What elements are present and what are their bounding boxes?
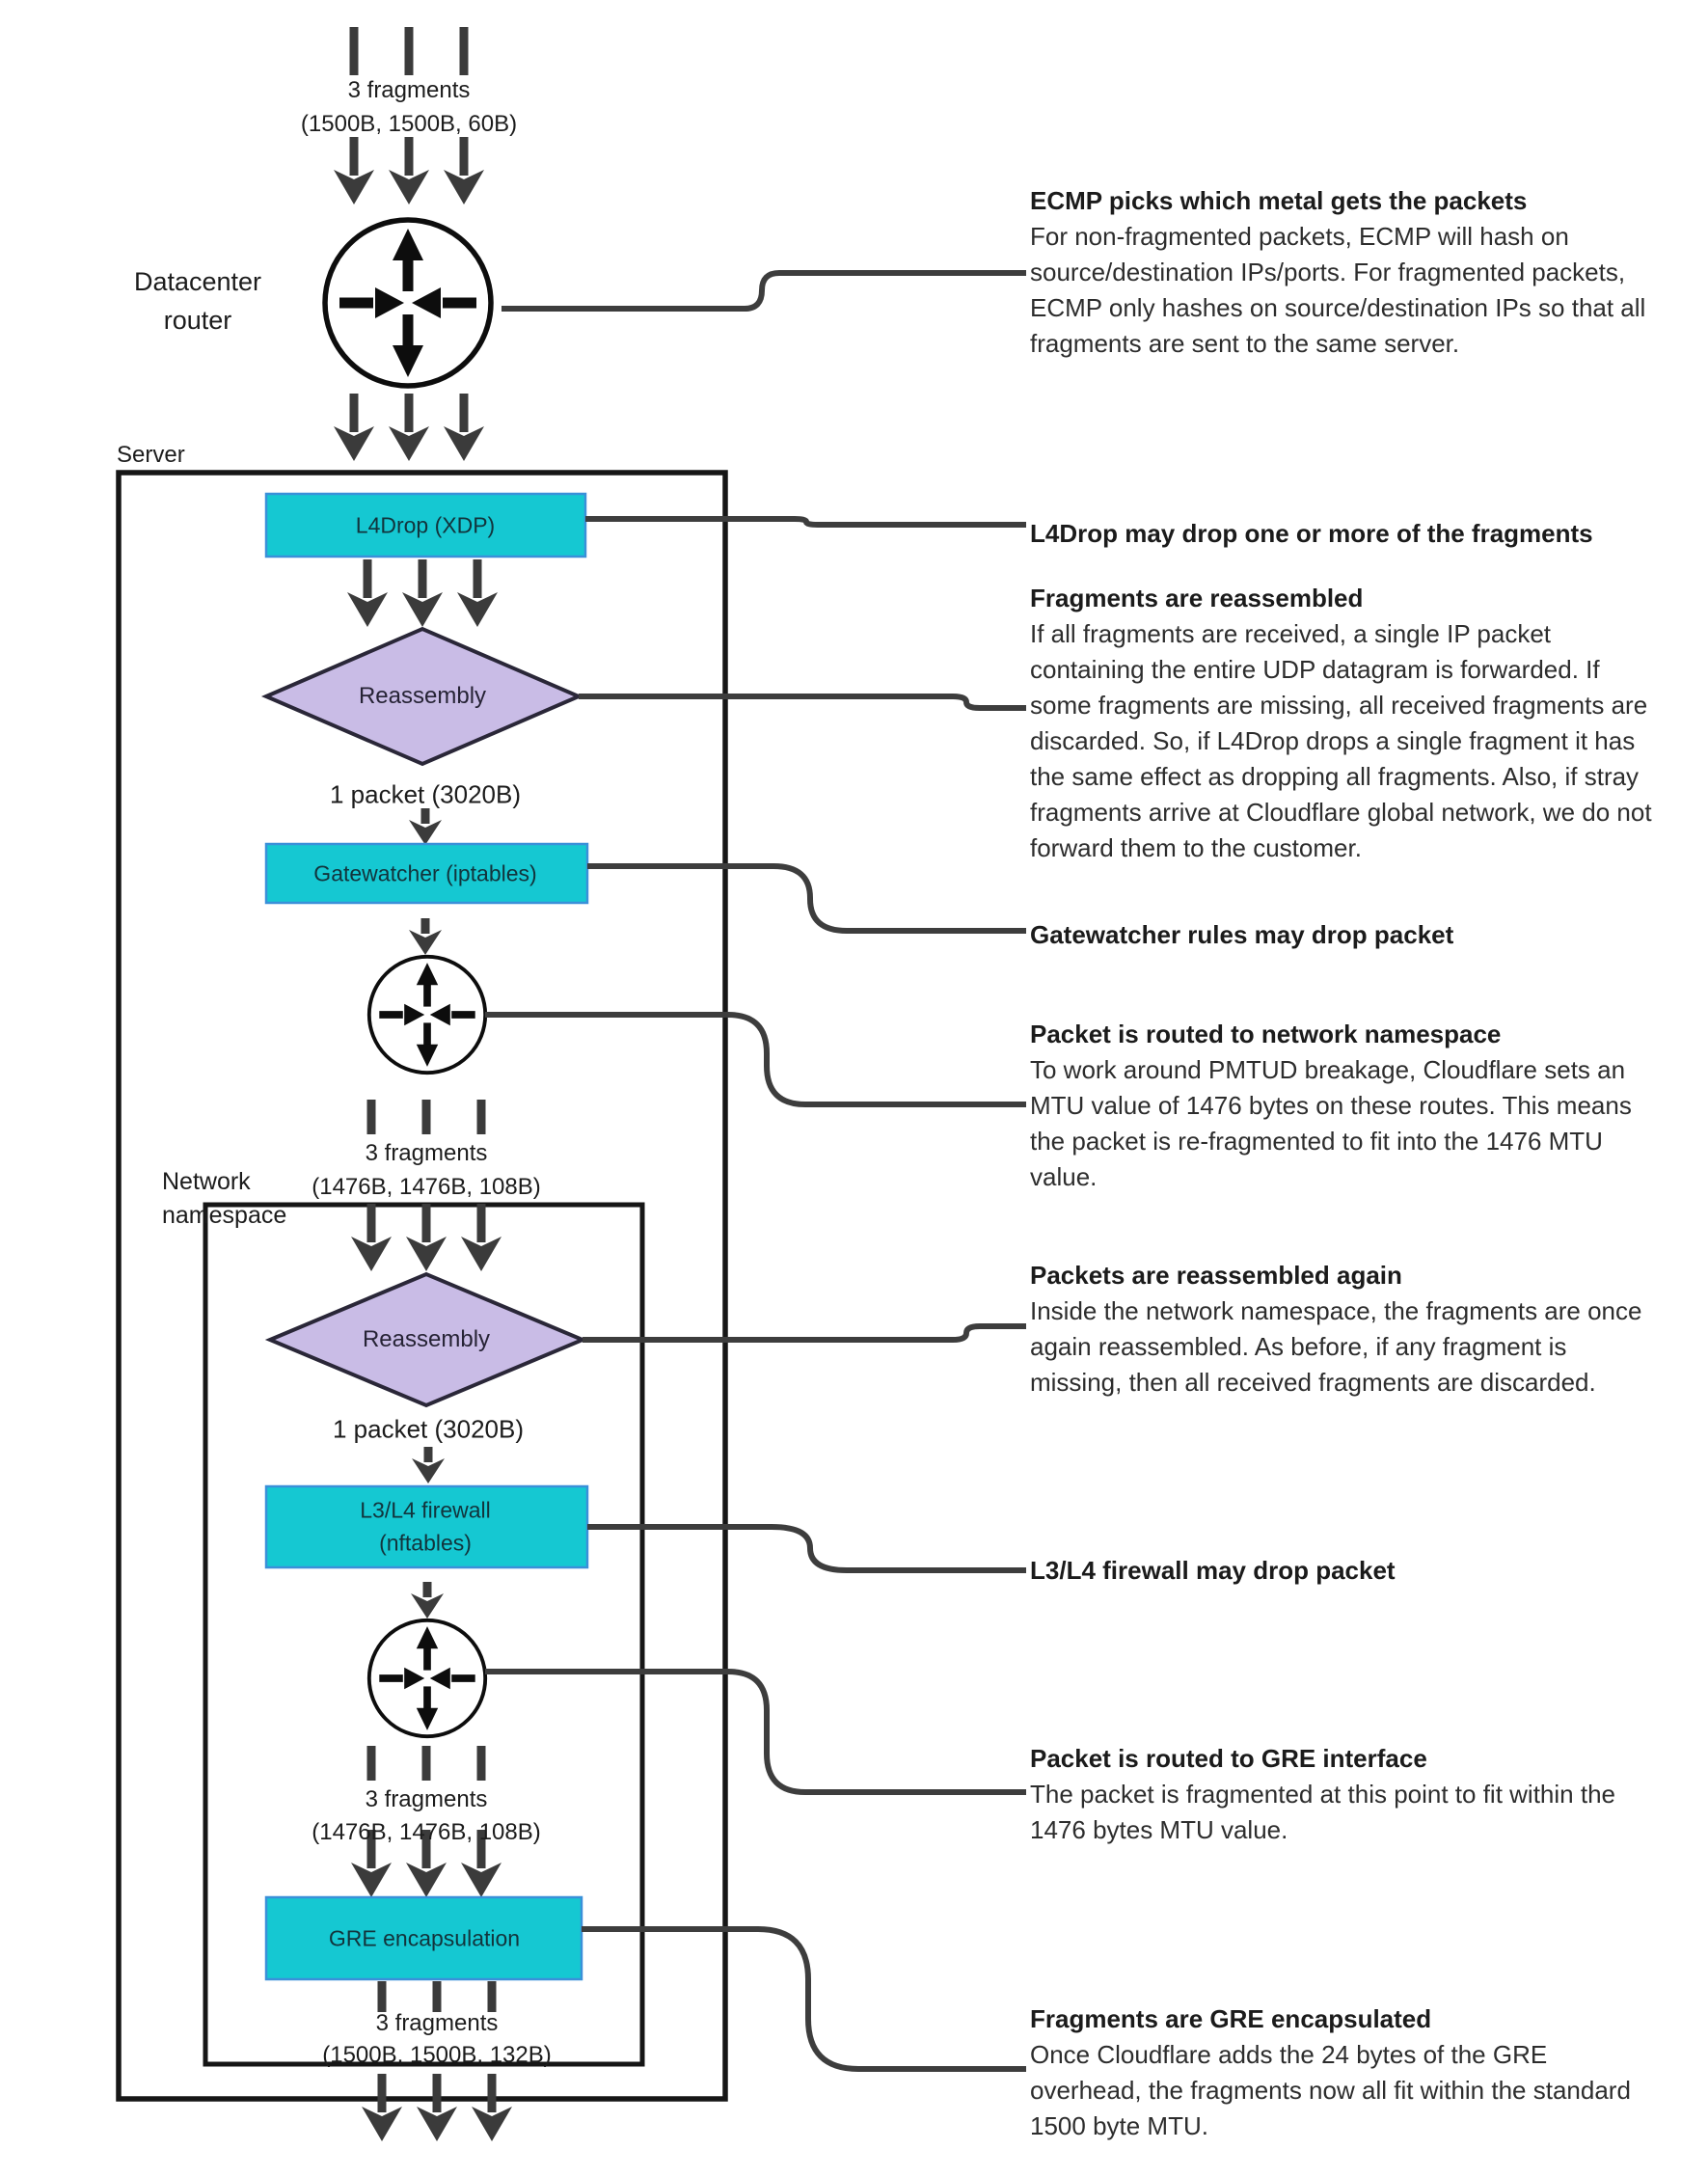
note-gatewatcher (1030, 917, 1662, 953)
note-heading: ECMP picks which metal gets the packets (1030, 186, 1528, 215)
refragmented-count: 3 fragments (365, 1140, 488, 1166)
gre-label: GRE encapsulation (328, 1925, 521, 1951)
note-reassembled-again (1030, 1258, 1662, 1401)
note-heading: Packets are reassembled again (1030, 1261, 1402, 1290)
flow-arrow-down-small (409, 808, 442, 845)
flow-arrow-down (347, 559, 388, 627)
note-ecmp (1030, 183, 1662, 362)
incoming-fragments-sizes: (1500B, 1500B, 60B) (300, 111, 518, 137)
flow-arrow-down (472, 2074, 512, 2141)
connector-namespace-route-note (485, 1015, 1026, 1104)
connector-gre-encap-note (582, 1929, 1026, 2069)
network-namespace-label: Network namespace (162, 1168, 287, 1229)
flow-arrow-down (457, 559, 498, 627)
note-body: If all fragments are received, a single IP packet containing the entire UDP datagram is forwarded. If some fragments are missing, all received fragments are discarded. So, if L4Drop drops a single fragment it has the same effect as dropping all fragments. Also, if stray fragments arrive at Cloudflare global network, we do not forward them to the customer. (1030, 619, 1652, 862)
reassembly-label: Reassembly (362, 1326, 491, 1352)
datacenter-router-icon (325, 220, 491, 386)
note-body: For non-fragmented packets, ECMP will hash on source/destination IPs/ports. For fragmented packets, ECMP only hashes on source/destination IPs so that all fragments are sent to the same server. (1030, 222, 1646, 358)
note-body: Once Cloudflare adds the 24 bytes of the GRE overhead, the fragments now all fit within the standard 1500 byte MTU. (1030, 2040, 1631, 2140)
flow-arrow-down (461, 1204, 502, 1271)
outgoing-fragments-count: 3 fragments (375, 2010, 499, 2036)
flow-arrow-down (406, 1204, 447, 1271)
connector-reassembly-note (579, 696, 1026, 708)
connector-ecmp-note (502, 273, 1026, 309)
note-heading: L3/L4 firewall may drop packet (1030, 1556, 1396, 1585)
note-reassembled (1030, 581, 1662, 866)
connector-l4drop-note (585, 519, 1026, 525)
note-gre-interface (1030, 1741, 1662, 1848)
server-box-label: Server (117, 442, 185, 468)
flow-arrow-down (351, 1204, 392, 1271)
outgoing-fragments-sizes: (1500B, 1500B, 132B) (322, 2042, 552, 2068)
note-firewall (1030, 1553, 1662, 1589)
incoming-fragments-count: 3 fragments (347, 77, 471, 103)
flow-arrow-down (417, 2074, 457, 2141)
firewall-label-line1: L3/L4 firewall (360, 1497, 491, 1523)
note-heading: Gatewatcher rules may drop packet (1030, 920, 1454, 949)
flow-arrow-down (362, 2074, 402, 2141)
reassembly-label: Reassembly (358, 683, 487, 709)
note-body: To work around PMTUD breakage, Cloudflare sets an MTU value of 1476 bytes on these routes. This means the packet is re-fragmented to fit into the 1476 MTU value. (1030, 1055, 1632, 1191)
flow-arrow-down (402, 559, 443, 627)
flow-arrow-down (334, 137, 374, 204)
l4drop-label: L4Drop (XDP) (355, 512, 496, 538)
note-heading: Packet is routed to network namespace (1030, 1020, 1502, 1048)
note-heading: L4Drop may drop one or more of the fragments (1030, 519, 1593, 548)
note-heading: Packet is routed to GRE interface (1030, 1744, 1427, 1773)
note-gre-encapsulated (1030, 2001, 1662, 2144)
route-decision-icon (369, 957, 485, 1073)
refragmented-sizes: (1476B, 1476B, 108B) (312, 1819, 541, 1845)
flow-arrow-down-small (412, 1447, 445, 1483)
refragmented-count: 3 fragments (365, 1786, 488, 1812)
datacenter-router-label: Datacenter router (133, 267, 262, 335)
flow-arrow-down-small (411, 1582, 444, 1619)
note-l4drop (1030, 516, 1662, 552)
connector-firewall-note (587, 1527, 1026, 1570)
gatewatcher-label: Gatewatcher (iptables) (313, 860, 537, 886)
flow-arrow-down (444, 137, 484, 204)
connector-gre-route-note (485, 1672, 1026, 1792)
flow-arrow-down (334, 394, 374, 461)
gre-route-icon (369, 1620, 485, 1736)
note-body: Inside the network namespace, the fragments are once again reassembled. As before, if any fragment is missing, then all received fragments are discarded. (1030, 1296, 1642, 1397)
flow-arrow-down-small (409, 918, 442, 955)
connector-reassembled-again-note (583, 1326, 1026, 1340)
note-routed-namespace (1030, 1017, 1662, 1195)
flow-arrow-down (389, 394, 429, 461)
refragmented-sizes: (1476B, 1476B, 108B) (312, 1174, 541, 1200)
connector-gatewatcher-note (587, 866, 1026, 931)
note-heading: Fragments are reassembled (1030, 584, 1364, 612)
firewall-label-line2: (nftables) (379, 1530, 472, 1556)
packet-label: 1 packet (3020B) (332, 1414, 525, 1444)
note-body: The packet is fragmented at this point to fit within the 1476 bytes MTU value. (1030, 1780, 1615, 1844)
flow-arrow-down (444, 394, 484, 461)
note-heading: Fragments are GRE encapsulated (1030, 2004, 1432, 2033)
packet-label: 1 packet (3020B) (329, 779, 522, 809)
flow-arrow-down (389, 137, 429, 204)
